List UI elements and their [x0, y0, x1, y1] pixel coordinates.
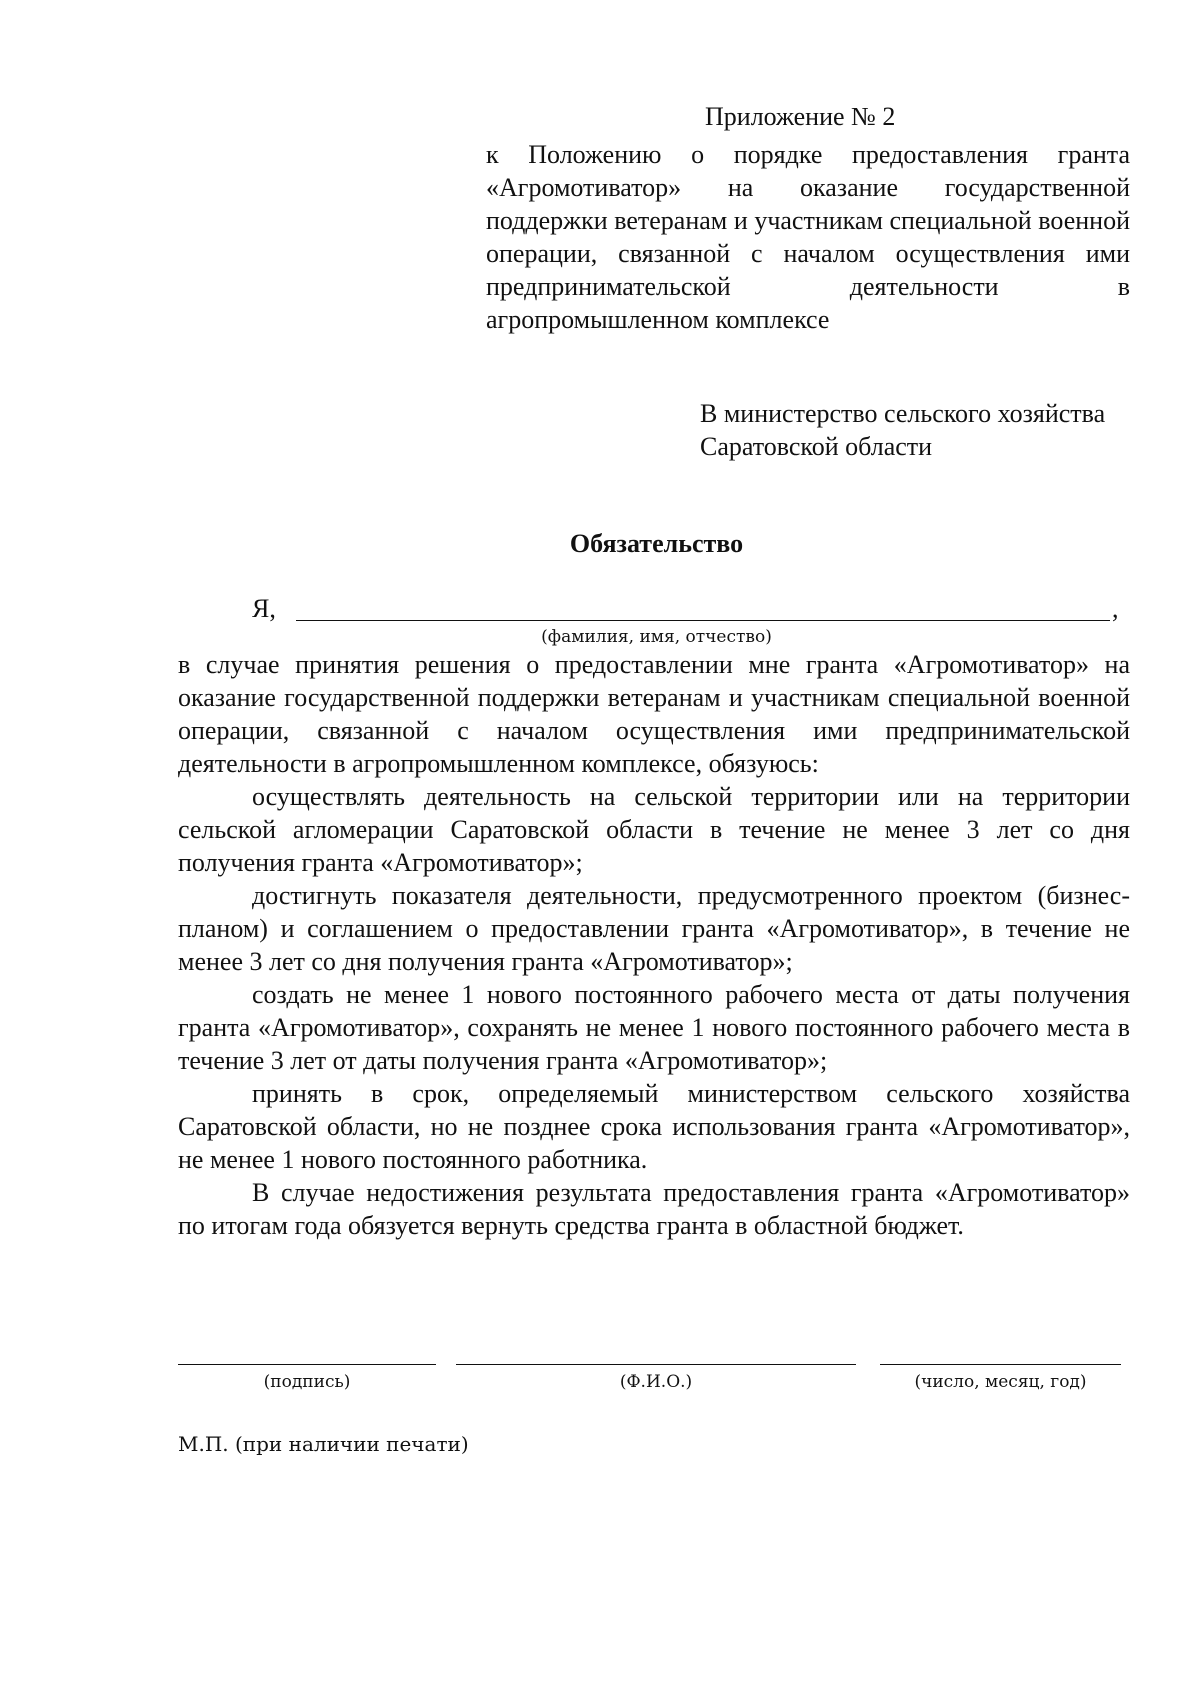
- addressee-line-1: В министерство сельского хозяйства: [700, 399, 1106, 428]
- name-blank-line: [296, 620, 1110, 621]
- obligation-paragraph-workplace: создать не менее 1 нового постоянного рабочего места от даты получения гранта «Агромотиватор», сохранять не менее 1 нового постоянного рабочего места в течение 3 лет от даты получения гранта «Агромотиватор»;: [178, 980, 1130, 1075]
- obligation-paragraph-intro: в случае принятия решения о предоставлении мне гранта «Агромотиватор» на оказание государственной поддержки ветеранам и участникам специальной военной операции, связанной с началом осуществления ими предпринимательской деятельности в агропромышленном комплексе, обязуюсь:: [178, 650, 1130, 778]
- appendix-title: Приложение № 2: [705, 102, 896, 131]
- obligation-paragraph-indicator: достигнуть показателя деятельности, предусмотренного проектом (бизнес-планом) и соглашением о предоставлении гранта «Агромотиватор», в течение не менее 3 лет со дня получения гранта «Агромотиватор»;: [178, 881, 1130, 976]
- addressee-line-2: Саратовской области: [700, 432, 933, 461]
- name-suffix: ,: [1112, 594, 1119, 623]
- obligation-paragraph-refund: В случае недостижения результата предоставления гранта «Агромотиватор» по итогам года обязуется вернуть средства гранта в областной бюджет.: [178, 1178, 1130, 1240]
- signature-label: (подпись): [263, 1372, 351, 1392]
- signature-line: [178, 1364, 436, 1365]
- date-label: (число, месяц, год): [914, 1372, 1087, 1392]
- date-line: [880, 1364, 1121, 1365]
- stamp-note: М.П. (при наличии печати): [178, 1432, 469, 1456]
- obligation-body: [178, 648, 1130, 1242]
- name-caption: (фамилия, имя, отчество): [541, 627, 772, 647]
- addressee-block: [700, 397, 1105, 463]
- name-prefix: Я,: [252, 594, 276, 623]
- appendix-reference: к Положению о порядке предоставления гранта «Агромотиватор» на оказание государственной поддержки ветеранам и участникам специальной военной операции, связанной с началом осуществления ими предпринимательской деятельности в агропромышленном комплексе: [486, 140, 1130, 334]
- obligation-paragraph-employee: принять в срок, определяемый министерством сельского хозяйства Саратовской области, но не позднее срока использования гранта «Агромотиватор», не менее 1 нового постоянного работника.: [178, 1079, 1130, 1174]
- fio-label: (Ф.И.О.): [619, 1372, 693, 1392]
- fio-line: [456, 1364, 856, 1365]
- name-field-row: [252, 592, 1122, 628]
- obligation-paragraph-territory: осуществлять деятельность на сельской территории или на территории сельской агломерации Саратовской области в течение не менее 3 лет со дня получения гранта «Агромотиватор»;: [178, 782, 1130, 877]
- document-title: Обязательство: [569, 529, 744, 558]
